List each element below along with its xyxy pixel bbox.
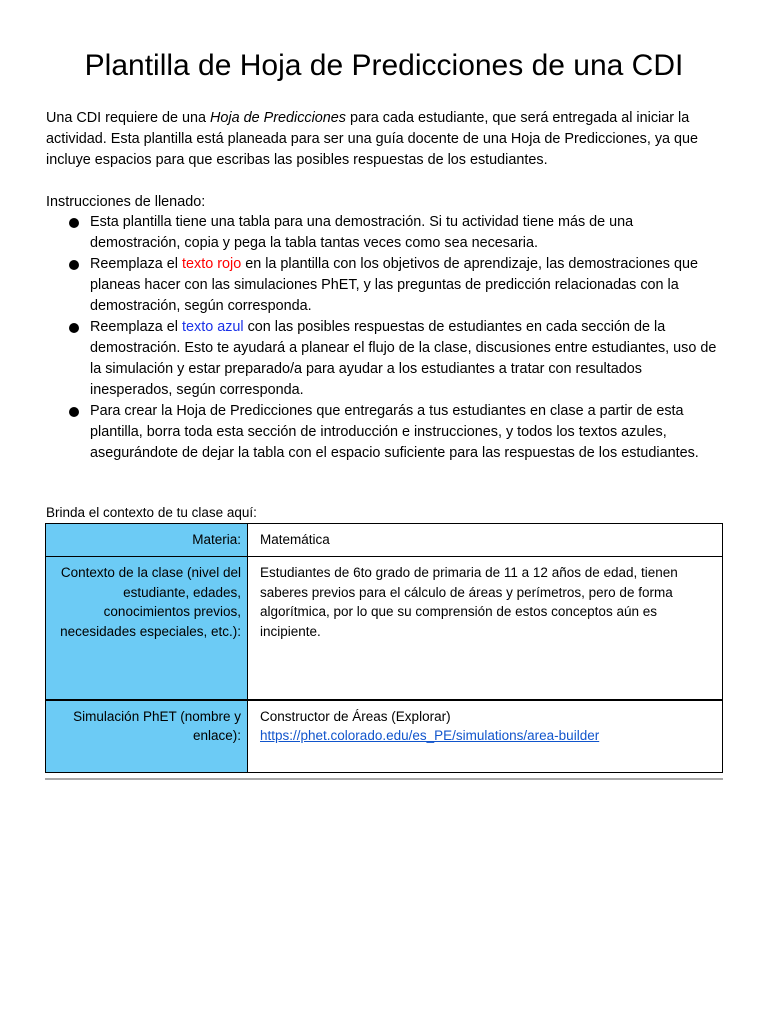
red-text-sample: texto rojo [182, 256, 242, 272]
class-context-value[interactable]: Estudiantes de 6to grado de primaria de 11 a 12 años de edad, tienen saberes previos para el cálculo de áreas y perímetros, pero de forma algorítmica, por lo que su comprensión de estos conceptos aún es incipiente. [248, 557, 723, 700]
context-table [45, 523, 723, 773]
phet-sim-label: Simulación PhET (nombre y enlace): [46, 700, 248, 773]
bullet-3-before: Reemplaza el [90, 319, 182, 335]
context-label: Brinda el contexto de tu clase aquí: [46, 505, 257, 520]
phet-sim-name[interactable]: Constructor de Áreas (Explorar) [260, 708, 451, 724]
bullet-2-after: en la plantilla con los objetivos de aprendizaje, las demostraciones que planeas hacer con las simulaciones PhET, y las preguntas de predicción relacionadas con la demostración, según corresponda. [90, 256, 698, 314]
subject-value[interactable]: Matemática [248, 524, 723, 557]
list-item [46, 401, 726, 464]
instructions-list [46, 212, 726, 464]
subject-label: Materia: [46, 524, 248, 557]
intro-text-after: para cada estudiante, que será entregada al iniciar la actividad. Esta plantilla está planeada para ser una guía docente de una Hoja de Predicciones, ya que incluye espacios para que escribas las posibles respuestas de los estudiantes. [46, 110, 699, 168]
bullet-4-text: Para crear la Hoja de Predicciones que entregarás a tus estudiantes en clase a partir de esta plantilla, borra toda esta sección de introducción e instrucciones, y todos los textos azules, asegurándote de dejar la tabla con el espacio suficiente para las respuestas de los estudiantes. [90, 403, 699, 461]
bullet-3-after: con las posibles respuestas de estudiantes en cada sección de la demostración. Esto te ayudará a planear el flujo de la clase, discusiones entre estudiantes, uso de la simulación y estar preparado/a para ayudar a los estudiantes a tratar con resultados inesperados, según corresponda. [90, 319, 717, 398]
table-row [46, 700, 723, 773]
instructions-heading: Instrucciones de llenado: [46, 194, 206, 210]
table-row [46, 524, 723, 557]
list-item [46, 212, 726, 254]
intro-text-before: Una CDI requiere de una [46, 110, 210, 126]
list-item [46, 254, 726, 317]
phet-sim-value [248, 700, 723, 773]
intro-italic: Hoja de Predicciones [210, 110, 346, 126]
horizontal-divider [45, 778, 723, 780]
intro-paragraph [46, 108, 726, 171]
list-item [46, 317, 726, 401]
table-row [46, 557, 723, 700]
class-context-label: Contexto de la clase (nivel del estudiante, edades, conocimientos previos, necesidades especiales, etc.): [46, 557, 248, 700]
blue-text-sample: texto azul [182, 319, 244, 335]
phet-sim-link[interactable]: https://phet.colorado.edu/es_PE/simulations/area-builder [260, 728, 600, 743]
bullet-2-before: Reemplaza el [90, 256, 182, 272]
bullet-1-text: Esta plantilla tiene una tabla para una demostración. Si tu actividad tiene más de una demostración, copia y pega la tabla tantas veces como sea necesaria. [90, 214, 634, 251]
page-title: Plantilla de Hoja de Predicciones de una CDI [84, 49, 684, 82]
